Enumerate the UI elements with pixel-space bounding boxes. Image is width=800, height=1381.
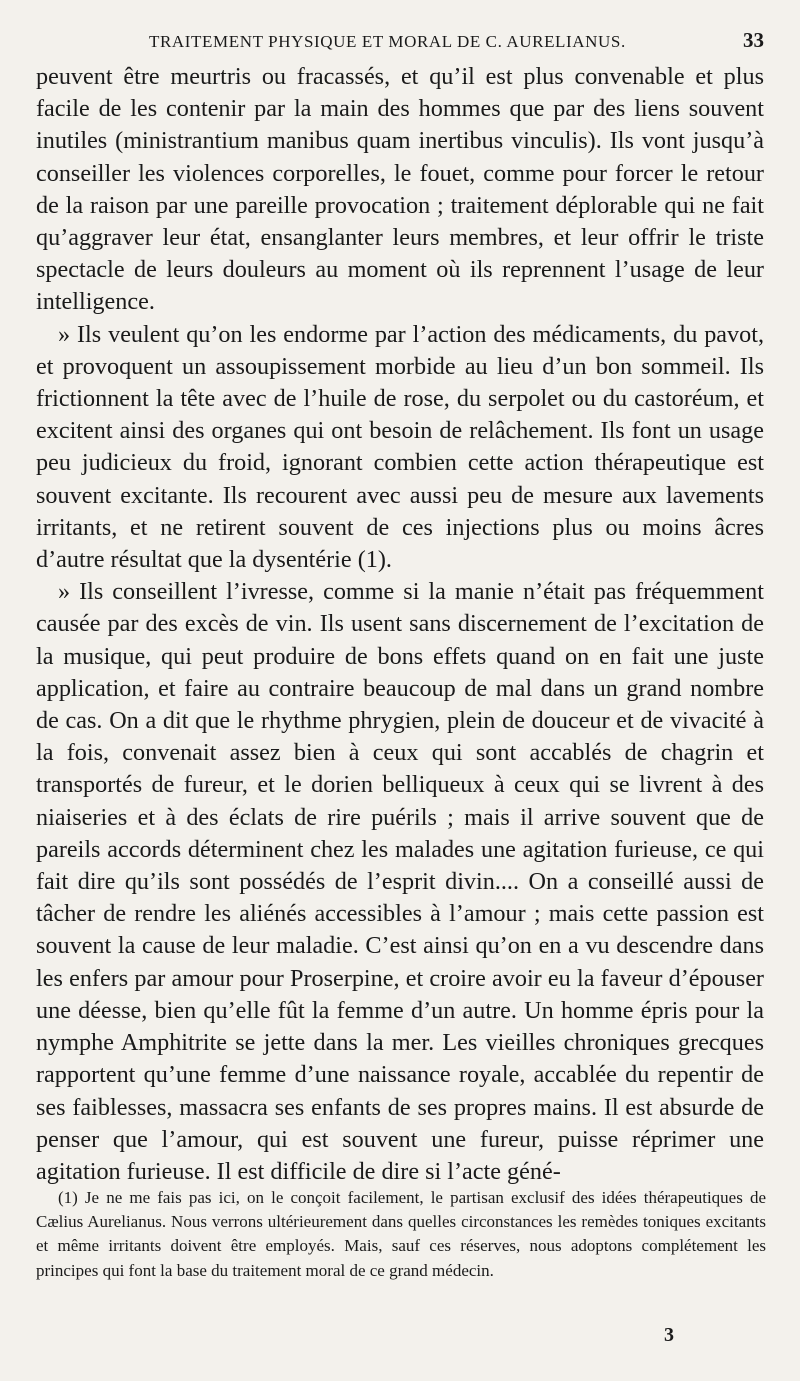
signature-mark: 3 [664,1324,674,1346]
footnote-1: (1) Je ne me fais pas ici, on le conçoit facilement, le partisan exclusif des idées thérapeutiques de Cælius Aurelianus. Nous verrons ultérieurement dans quelles circonstances les remèdes toniques excitants et même irritants doivent être employés. Mais, sauf ces réserves, nous adoptons complétement les principes qui font la base du traitement moral de ce grand médecin. [36,1188,766,1280]
page-header [34,28,764,58]
paragraph-2: » Ils veulent qu’on les endorme par l’action des médicaments, du pavot, et provoquent un assoupissement morbide au lieu d’un bon sommeil. Ils frictionnent la tête avec de l’huile de rose, du serpolet ou du castoréum, et excitent ainsi des organes qui ont besoin de relâchement. Ils font un usage peu judicieux du froid, ignorant combien cette action thérapeutique est souvent excitante. Ils recourent avec aussi peu de mesure aux lavements irritants, et ne retirent souvent de ces injections plus ou moins âcres d’autre résultat que la dysentérie (1). [36,320,764,574]
paragraph-3: » Ils conseillent l’ivresse, comme si la manie n’était pas fréquemment causée par des excès de vin. Ils usent sans discernement de l’excitation de la musique, qui peut produire de bons effets quand on en fait une juste application, et faire au contraire beaucoup de mal dans un grand nombre de cas. On a dit que le rhythme phrygien, plein de douceur et de vivacité à la fois, convenait assez bien à ceux qui sont accablés de chagrin et transportés de fureur, et le dorien belliqueux à ceux qui se livrent à des niaiseries et à des éclats de rire puérils ; mais il arrive souvent que de pareils accords déterminent chez les malades une agitation furieuse, ce qui fait dire qu’ils sont possédés de l’esprit divin.... On a conseillé aussi de tâcher de rendre les aliénés accessibles à l’amour ; mais cette passion est souvent la cause de leur maladie. C’est ainsi qu’on en a vu descendre dans les enfers par amour pour Proserpine, et croire avoir eu la faveur d’épouser une déesse, bien qu’elle fût la femme d’un autre. Un homme épris pour la nymphe Amphitrite se jette dans la mer. Les vieilles chroniques grecques rapportent qu’une femme d’une naissance royale, accablée du repentir de ses faiblesses, massacra ses enfants de ses propres mains. Il est absurde de penser que l’amour, qui est souvent une fureur, puisse réprimer une agitation furieuse. Il est difficile de dire si l’acte géné- [36,578,764,1185]
page-number: 33 [743,28,764,52]
paragraph-1: peuvent être meurtris ou fracassés, et qu’il est plus convenable et plus facile de les contenir par la main des hommes que par des liens souvent inutiles (ministrantium manibus quam inertibus vinculis). Ils vont jusqu’à conseiller les violences corporelles, le fouet, comme pour forcer le retour de la raison par une pareille provocation ; traitement déplorable qui ne fait qu’aggraver leur état, ensanglanter leurs membres, et leur offrir le triste spectacle de leurs douleurs au moment où ils reprennent l’usage de leur intelligence. [36,63,764,316]
footnotes [36,1186,766,1283]
running-head: TRAITEMENT PHYSIQUE ET MORAL DE C. AURELIANUS. [149,32,626,51]
main-text [36,61,764,1188]
